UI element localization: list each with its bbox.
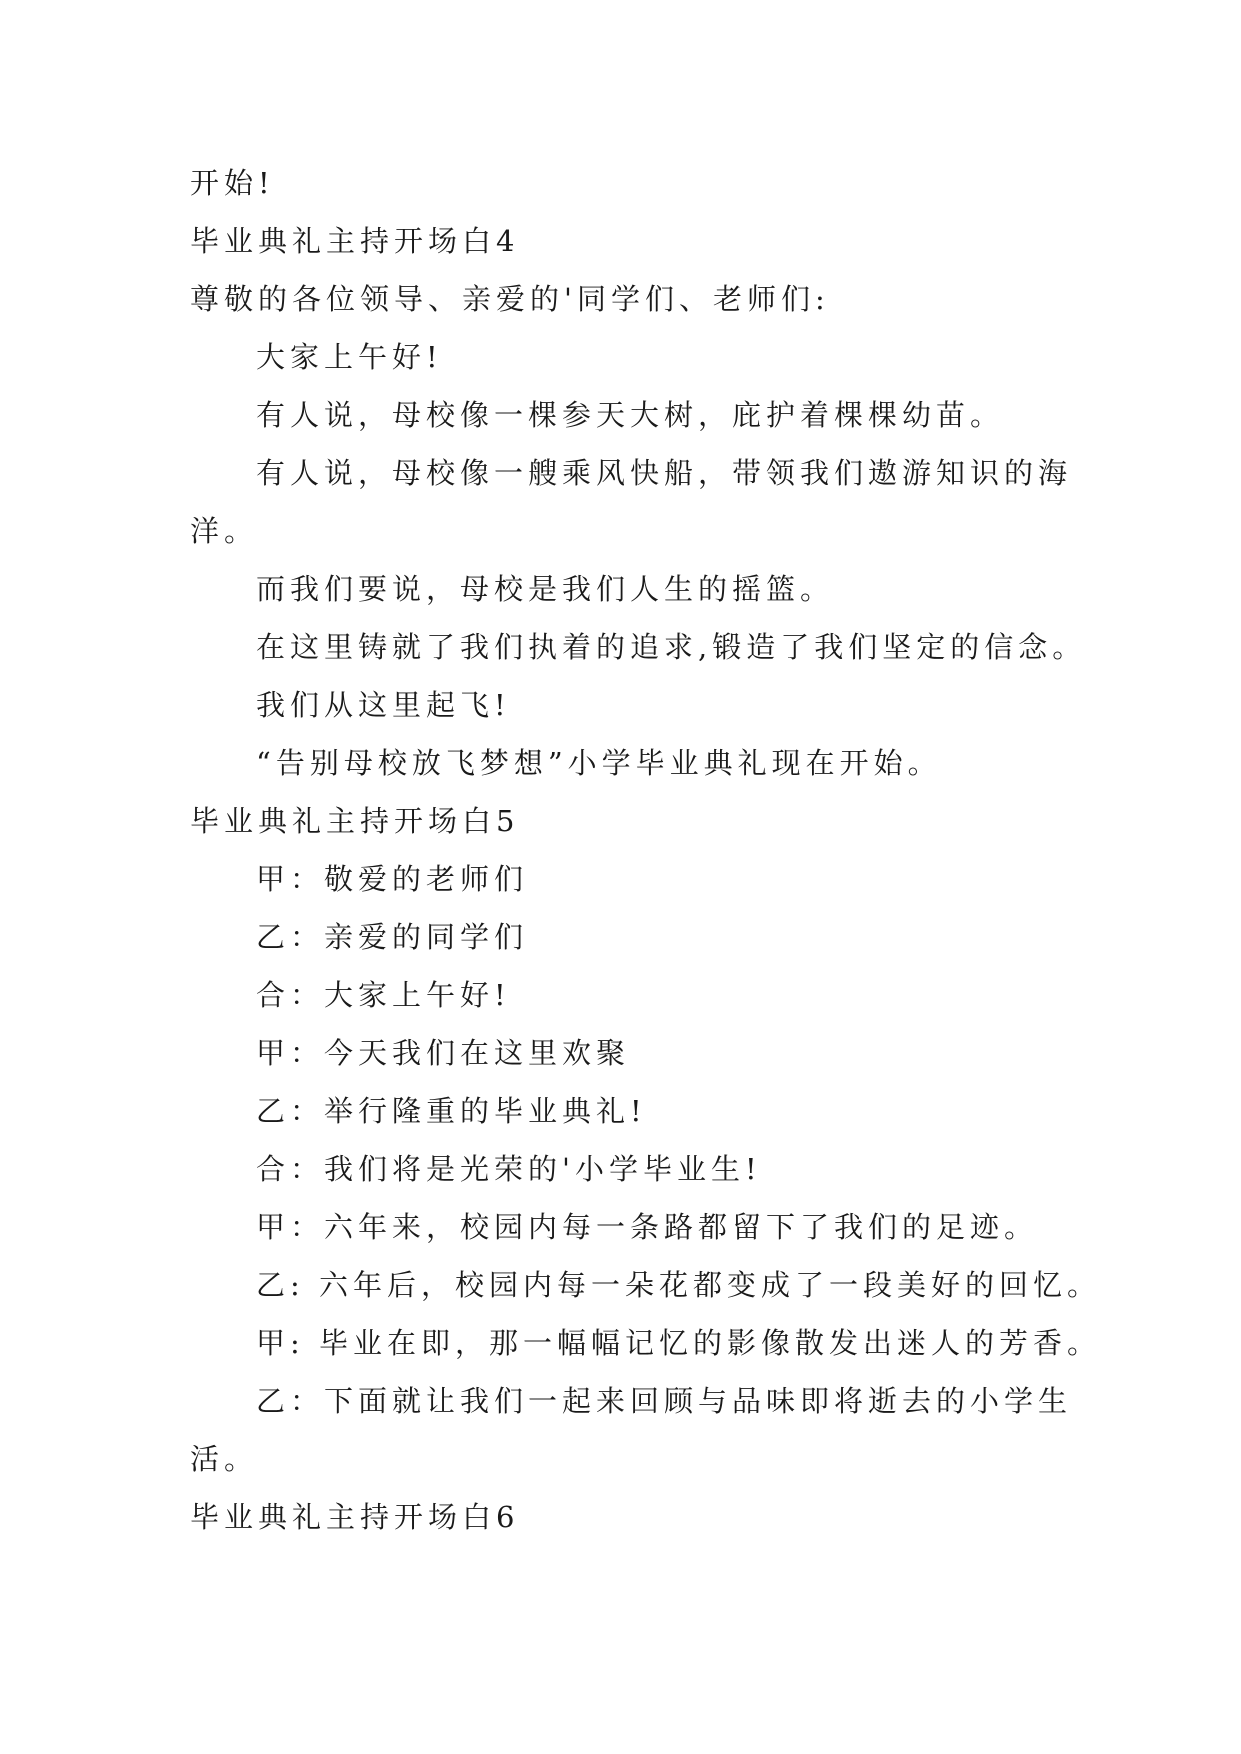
paragraph-line: 开始! — [190, 166, 275, 200]
paragraph-line: 有人说，母校像一艘乘风快船，带领我们遨游知识的海 — [256, 456, 1073, 490]
paragraph-line: 大家上午好! — [256, 340, 443, 374]
dialogue-line: 甲：敬爱的老师们 — [256, 862, 529, 896]
dialogue-line: 合：我们将是光荣的'小学毕业生! — [256, 1152, 762, 1186]
section-heading: 毕业典礼主持开场白5 — [190, 804, 520, 838]
dialogue-line: 乙：举行隆重的毕业典礼! — [256, 1094, 647, 1128]
paragraph-line: 而我们要说，母校是我们人生的摇篮。 — [256, 572, 835, 606]
dialogue-line: 合：大家上午好! — [256, 978, 511, 1012]
document-body — [190, 154, 1101, 1546]
paragraph-line: 有人说，母校像一棵参天大树，庇护着棵棵幼苗。 — [256, 398, 1005, 432]
paragraph-line: 在这里铸就了我们执着的追求,锻造了我们坚定的信念。 — [256, 630, 1087, 664]
dialogue-line: 甲: 毕业在即，那一幅幅记忆的影像散发出迷人的芳香。 — [256, 1326, 1101, 1360]
salutation-line: 尊敬的各位领导、亲爱的'同学们、老师们: — [190, 282, 830, 316]
dialogue-line: 甲：六年来，校园内每一条路都留下了我们的足迹。 — [256, 1210, 1039, 1244]
dialogue-line: 乙: 六年后，校园内每一朵花都变成了一段美好的回忆。 — [256, 1268, 1101, 1302]
dialogue-line: 乙：下面就让我们一起来回顾与品味即将逝去的小学生 — [256, 1384, 1073, 1418]
section-heading: 毕业典礼主持开场白6 — [190, 1500, 520, 1534]
dialogue-line: 甲：今天我们在这里欢聚 — [256, 1036, 631, 1070]
dialogue-line: 乙：亲爱的同学们 — [256, 920, 529, 954]
paragraph-line-continuation: 洋。 — [190, 514, 259, 548]
paragraph-line: “告别母校放飞梦想”小学毕业典礼现在开始。 — [256, 746, 942, 780]
paragraph-line: 我们从这里起飞! — [256, 688, 511, 722]
paragraph-line-continuation: 活。 — [190, 1442, 259, 1476]
section-heading: 毕业典礼主持开场白4 — [190, 224, 520, 258]
